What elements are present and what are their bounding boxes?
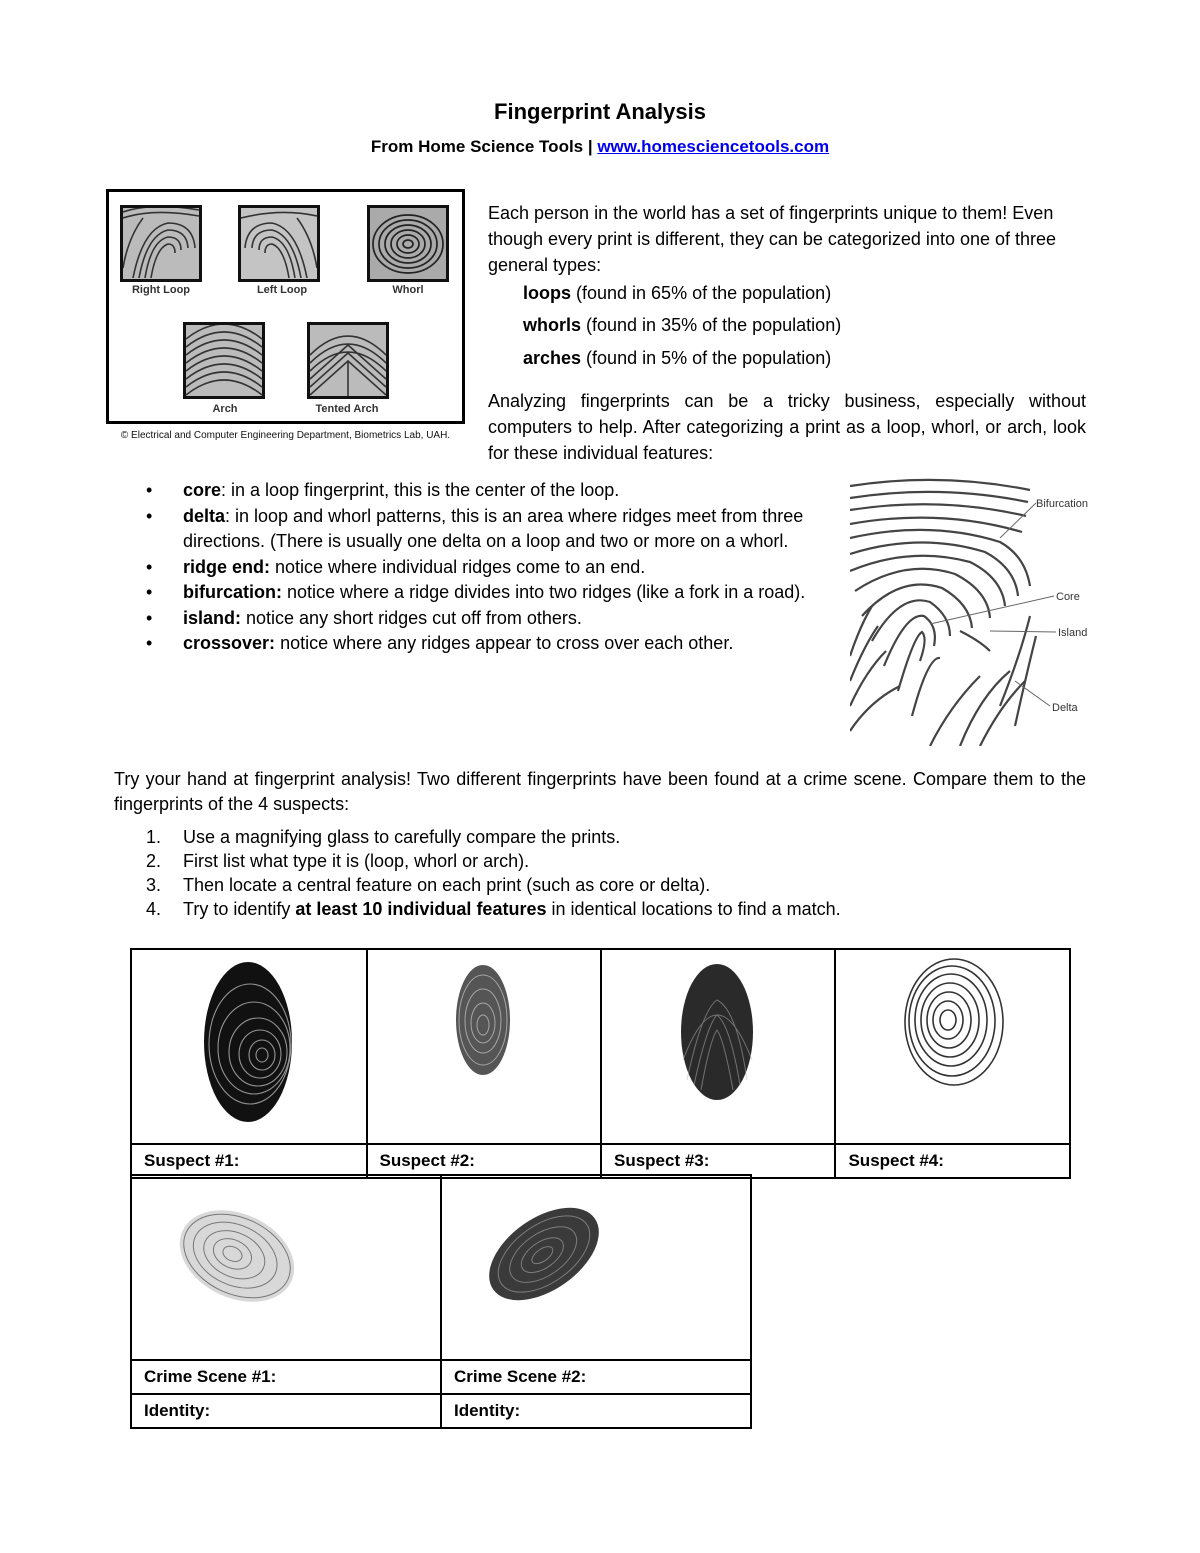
crime-scene-table: [130, 1174, 752, 1429]
arch-print: [183, 322, 265, 399]
suspect-2-fingerprint: [368, 950, 600, 1138]
suspect-4-fingerprint: [836, 950, 1068, 1138]
type-name: whorls: [523, 315, 582, 335]
bifurcation-label: Bifurcation: [1036, 498, 1088, 510]
list-item: [146, 897, 841, 921]
core-label: Core: [1056, 591, 1080, 603]
suspect-2-print-cell: [367, 949, 601, 1144]
step-text: Then locate a central feature on each print (such as core or delta).: [183, 875, 711, 895]
step-number: 4.: [146, 899, 162, 919]
feature-desc: notice where individual ridges come to an end.: [270, 556, 646, 577]
list-item: [146, 580, 832, 606]
bullet-icon: •: [146, 582, 153, 602]
step-number: 3.: [146, 875, 162, 895]
table-row: [131, 1144, 1070, 1178]
identity-1-label: Identity:: [131, 1394, 441, 1428]
bullet-icon: •: [146, 556, 153, 577]
feature-desc: notice where a ridge divides into two ridges (like a fork in a road).: [282, 582, 806, 602]
website-link[interactable]: www.homesciencetools.com: [597, 137, 830, 156]
arch-label: Arch: [212, 403, 238, 415]
tented-arch-label: Tented Arch: [315, 403, 379, 415]
type-name: arches: [523, 348, 582, 368]
type-whorls: [523, 315, 841, 336]
bullet-icon: •: [146, 633, 153, 653]
type-name: loops: [523, 283, 571, 303]
bullet-icon: •: [146, 480, 153, 500]
type-desc: (found in 5% of the population): [581, 348, 832, 368]
suspect-3-print-cell: [601, 949, 835, 1144]
step-text-post: in identical locations to find a match.: [546, 899, 841, 919]
feature-term: bifurcation:: [183, 582, 282, 602]
step-number: 1.: [146, 827, 162, 847]
left-loop-print: [238, 205, 320, 282]
analyzing-paragraph: Analyzing fingerprints can be a tricky business, especially without computers to help. After categorizing a print as a loop, whorl, or arch, look for these individual features:: [488, 391, 1086, 463]
list-item: [146, 478, 832, 504]
bullet-icon: •: [146, 505, 153, 526]
type-desc: (found in 65% of the population): [571, 283, 832, 303]
feature-desc: : in a loop fingerprint, this is the center of the loop.: [221, 480, 620, 500]
table-row: [131, 1360, 751, 1394]
feature-term: crossover:: [183, 633, 276, 653]
step-text: Use a magnifying glass to carefully compare the prints.: [183, 827, 621, 847]
suspect-1-label: Suspect #1:: [131, 1144, 367, 1178]
feature-desc: : in loop and whorl patterns, this is an area where ridges meet from three directions. (There is usually one delta on a loop and two or more on a whorl.: [183, 505, 804, 551]
list-item: [146, 606, 832, 632]
feature-term: core: [183, 480, 222, 500]
table-row: [131, 1175, 751, 1360]
intro-paragraph: Each person in the world has a set of fingerprints unique to them! Even though every print is different, they can be categorized into one of three general types:: [488, 203, 1057, 275]
suspect-3-label: Suspect #3:: [601, 1144, 835, 1178]
step-text: First list what type it is (loop, whorl or arch).: [183, 851, 530, 871]
suspect-4-print-cell: [835, 949, 1070, 1144]
suspects-table: [130, 948, 1071, 1179]
page-title: Fingerprint Analysis: [494, 99, 706, 124]
table-row: [131, 949, 1070, 1144]
type-desc: (found in 35% of the population): [581, 315, 842, 335]
crime-scene-2-label: Crime Scene #2:: [441, 1360, 751, 1394]
suspect-3-fingerprint: [602, 950, 834, 1138]
activity-intro: Try your hand at fingerprint analysis! Two different fingerprints have been found at a crime scene. Compare them to the fingerprints of the 4 suspects:: [114, 769, 1086, 814]
tented-arch-print: [307, 322, 389, 399]
figure-credit: © Electrical and Computer Engineering Department, Biometrics Lab, UAH.: [120, 430, 451, 441]
step-number: 2.: [146, 851, 162, 871]
feature-term: ridge end:: [183, 556, 271, 577]
subtitle-prefix: From Home Science Tools |: [370, 137, 598, 156]
whorl-label: Whorl: [392, 284, 424, 296]
crime-scene-1-fingerprint: [132, 1176, 440, 1354]
feature-term: delta: [183, 505, 226, 526]
crime-scene-1-label: Crime Scene #1:: [131, 1360, 441, 1394]
crime-scene-2-print-cell: [441, 1175, 751, 1360]
whorl-print: [367, 205, 449, 282]
suspect-4-label: Suspect #4:: [835, 1144, 1070, 1178]
step-text-bold: at least 10 individual features: [295, 899, 547, 919]
crime-scene-1-print-cell: [131, 1175, 441, 1360]
list-item: [146, 504, 832, 555]
page-subtitle: [0, 137, 1200, 157]
step-text-pre: Try to identify: [183, 899, 296, 919]
crime-scene-2-fingerprint: [442, 1176, 750, 1354]
type-arches: [523, 348, 831, 369]
island-label: Island: [1058, 627, 1088, 639]
identity-2-label: Identity:: [441, 1394, 751, 1428]
list-item: [146, 825, 841, 849]
right-loop-label: Right Loop: [131, 284, 191, 296]
suspect-2-label: Suspect #2:: [367, 1144, 601, 1178]
left-loop-label: Left Loop: [256, 284, 308, 296]
fingerprint-diagram-svg: [850, 476, 1095, 746]
type-loops: [523, 283, 831, 304]
list-item: [146, 873, 841, 897]
right-loop-print: [120, 205, 202, 282]
list-item: [146, 555, 832, 581]
feature-desc: notice where any ridges appear to cross over each other.: [275, 633, 734, 653]
features-list: [146, 478, 832, 657]
feature-term: island:: [183, 607, 242, 628]
table-row: [131, 1394, 751, 1428]
delta-label: Delta: [1052, 702, 1078, 714]
suspect-1-fingerprint: [132, 950, 365, 1138]
activity-steps: [146, 825, 841, 921]
fingerprint-features-diagram: [850, 476, 1095, 746]
suspect-1-print-cell: [131, 949, 367, 1144]
feature-desc: notice any short ridges cut off from others.: [241, 607, 582, 628]
bullet-icon: •: [146, 607, 153, 628]
fingerprint-types-figure: [106, 189, 465, 424]
list-item: [146, 631, 832, 657]
list-item: [146, 849, 841, 873]
